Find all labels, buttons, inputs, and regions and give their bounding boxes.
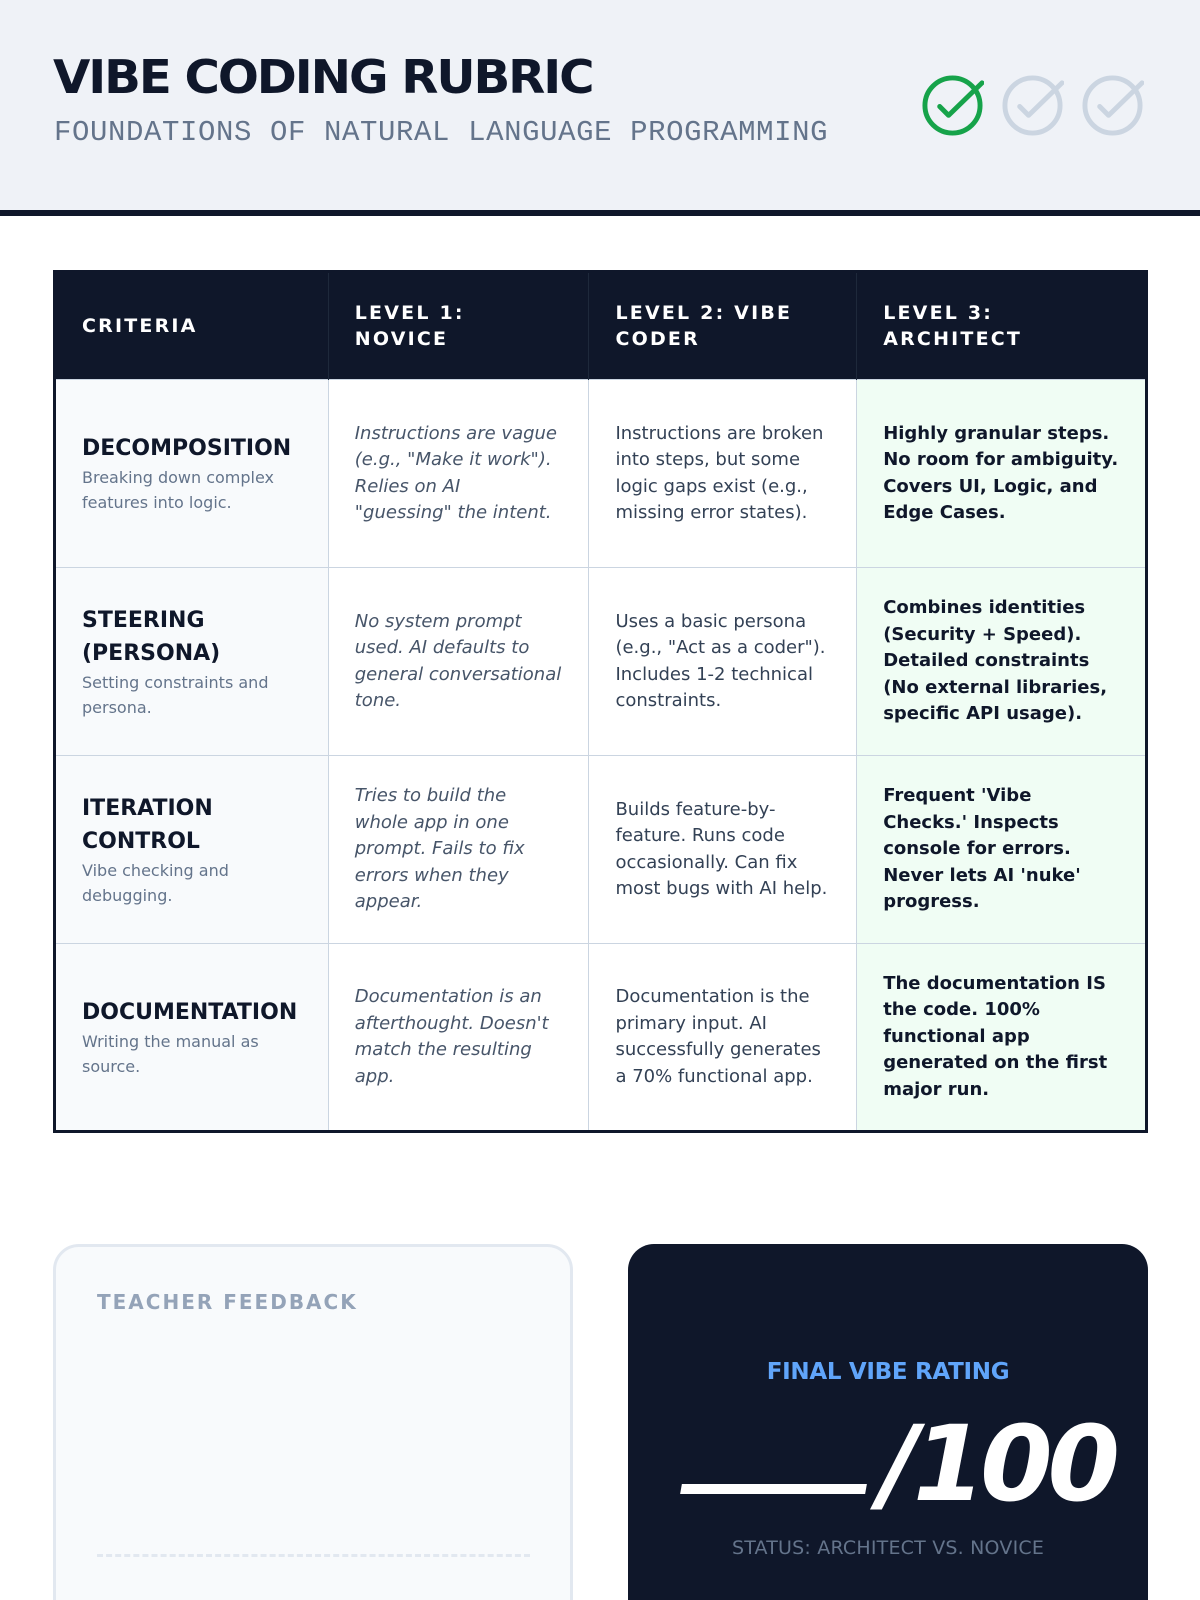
progress-checks: [921, 74, 1144, 137]
criteria-description: Vibe checking and debugging.: [82, 860, 229, 905]
criteria-cell: [55, 380, 329, 568]
feedback-writing-line[interactable]: [97, 1554, 530, 1557]
final-rating-card: [628, 1244, 1148, 1600]
header-level-1: LEVEL 1: NOVICE: [328, 272, 589, 380]
check-circle-icon: [921, 74, 984, 137]
novice-cell: Instructions are vague (e.g., "Make it work"). Relies on AI "guessing" the intent.: [328, 380, 589, 568]
score-max: /100: [879, 1403, 1116, 1525]
architect-cell: The documentation IS the code. 100% functional app generated on the first major run.: [857, 944, 1147, 1132]
architect-cell: Combines identities (Security + Speed). Detailed constraints (No external libraries, specific API usage).: [857, 568, 1147, 756]
criteria-description: Writing the manual as source.: [82, 1031, 259, 1076]
teacher-feedback-label: TEACHER FEEDBACK: [97, 1290, 358, 1314]
criteria-title: DECOMPOSITION: [82, 436, 292, 461]
rating-status: STATUS: ARCHITECT VS. NOVICE: [731, 1537, 1045, 1559]
vibe-coder-cell: Instructions are broken into steps, but some logic gaps exist (e.g., missing error states).: [589, 380, 857, 568]
check-circle-icon: [1081, 74, 1144, 137]
check-circle-icon: [1001, 74, 1064, 137]
table-row: [55, 944, 1147, 1132]
novice-cell: Tries to build the whole app in one prompt. Fails to fix errors when they appear.: [328, 756, 589, 944]
rating-score: [678, 1401, 1118, 1525]
rubric-table: [53, 270, 1148, 1133]
criteria-title: DOCUMENTATION: [82, 999, 298, 1025]
criteria-description: Setting constraints and persona.: [82, 672, 269, 717]
header-level-2: LEVEL 2: VIBE CODER: [589, 272, 857, 380]
table-row: [55, 756, 1147, 944]
novice-cell: Documentation is an afterthought. Doesn't match the resulting app.: [328, 944, 589, 1132]
header-level-3: LEVEL 3: ARCHITECT: [857, 272, 1147, 380]
final-rating-label: FINAL VIBE RATING: [766, 1359, 1010, 1385]
novice-cell: No system prompt used. AI defaults to general conversational tone.: [328, 568, 589, 756]
header-criteria: CRITERIA: [55, 272, 329, 380]
vibe-coder-cell: Builds feature-by-feature. Runs code occasionally. Can fix most bugs with AI help.: [589, 756, 857, 944]
criteria-cell: [55, 756, 329, 944]
score-blank[interactable]: [680, 1484, 867, 1494]
criteria-title: STEERING (PERSONA): [82, 607, 221, 666]
page-subtitle: FOUNDATIONS OF NATURAL LANGUAGE PROGRAMMING: [54, 116, 829, 149]
header: [0, 0, 1200, 216]
criteria-title: ITERATION CONTROL: [82, 795, 213, 854]
teacher-feedback-card: [53, 1244, 573, 1600]
table-header-row: [55, 272, 1147, 380]
table-row: [55, 380, 1147, 568]
criteria-cell: [55, 568, 329, 756]
vibe-coder-cell: Documentation is the primary input. AI successfully generates a 70% functional app.: [589, 944, 857, 1132]
architect-cell: Highly granular steps. No room for ambiguity. Covers UI, Logic, and Edge Cases.: [857, 380, 1147, 568]
vibe-coder-cell: Uses a basic persona (e.g., "Act as a coder"). Includes 1-2 technical constraints.: [589, 568, 857, 756]
architect-cell: Frequent 'Vibe Checks.' Inspects console for errors. Never lets AI 'nuke' progress.: [857, 756, 1147, 944]
page-title: VIBE CODING RUBRIC: [53, 50, 593, 104]
criteria-cell: [55, 944, 329, 1132]
criteria-description: Breaking down complex features into logic.: [82, 468, 275, 512]
table-row: [55, 568, 1147, 756]
